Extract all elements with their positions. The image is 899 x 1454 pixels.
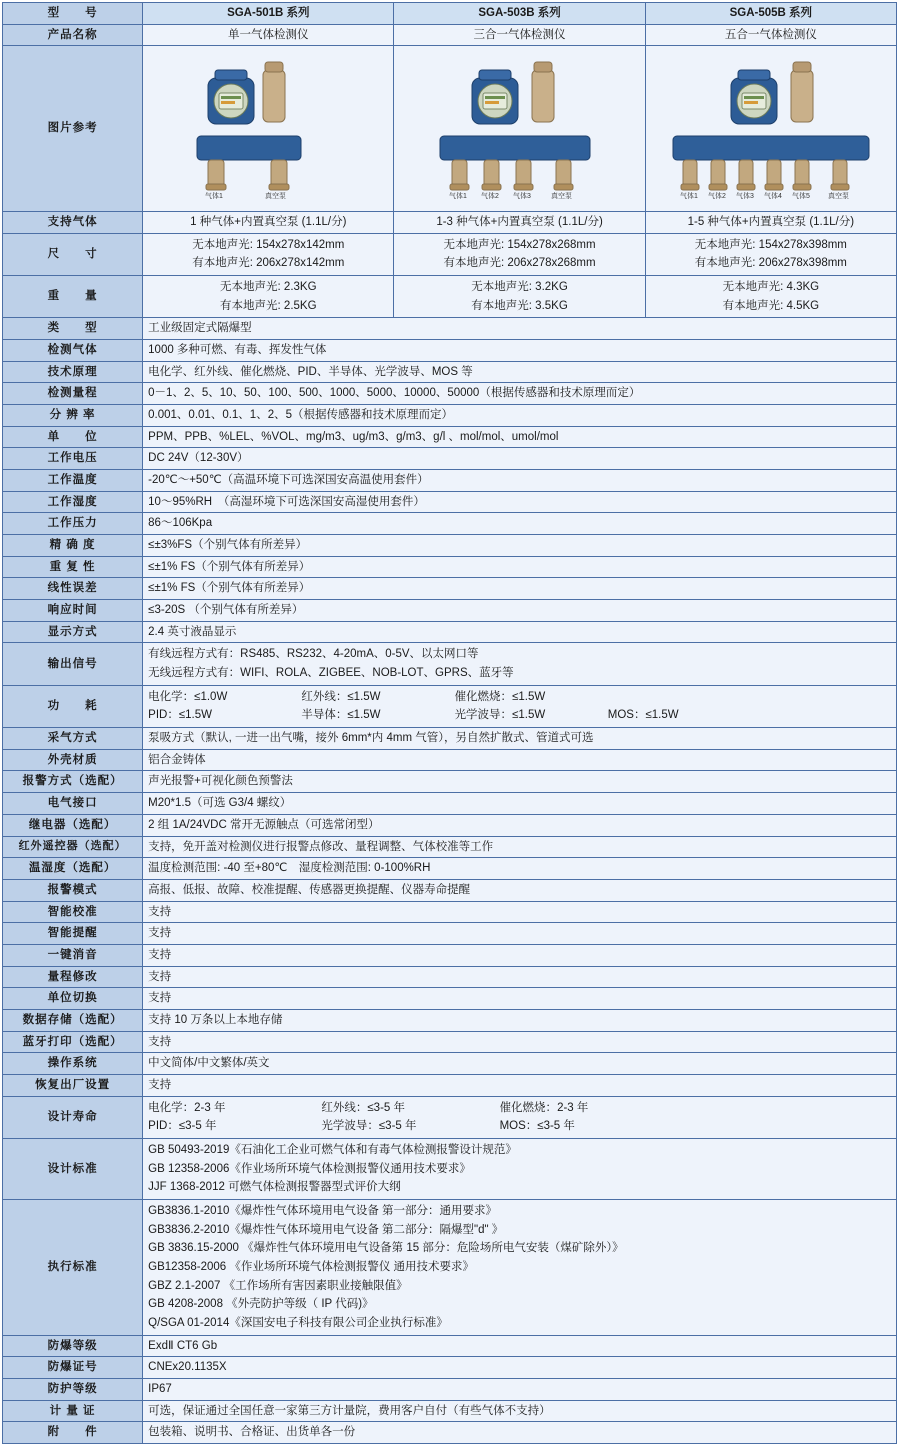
power-catalytic: 催化燃烧：≤1.5W — [454, 690, 546, 703]
product-name-3: 五合一气体检测仪 — [645, 24, 896, 46]
exec-standard-line6: GB 4208-2008 《外壳防护等级（ IP 代码)》 — [148, 1298, 374, 1311]
weight-2 — [394, 276, 645, 318]
table-row-work-humidity — [3, 491, 897, 513]
size-3-line2: 有本地声光: 206x278x398mm — [694, 257, 847, 270]
table-row-model — [3, 3, 897, 25]
exec-standard-line7: Q/SGA 01-2014《深国安电子科技有限公司企业执行标准》 — [148, 1316, 448, 1329]
table-row-linear-error — [3, 578, 897, 600]
data-storage-value: 支持 10 万条以上本地存储 — [143, 1009, 897, 1031]
size-3-line1: 无本地声光: 154x278x398mm — [694, 238, 847, 251]
table-row-weight — [3, 276, 897, 318]
port-label-pump: 真空泵 — [827, 193, 849, 201]
size-2 — [394, 233, 645, 275]
work-temp-value: -20℃～+50℃（高温环境下可选深国安高温使用套件） — [143, 470, 897, 492]
row-label-remote: 红外遥控器（选配） — [3, 836, 143, 858]
smart-remind-value: 支持 — [143, 923, 897, 945]
row-label-ip-grade: 防护等级 — [3, 1378, 143, 1400]
lifespan-value — [143, 1096, 897, 1138]
output-line1: 有线远程方式有：RS485、RS232、4-20mA、0-5V、以太网口等 — [148, 648, 479, 661]
row-label-metering-cert: 计 量 证 — [3, 1400, 143, 1422]
table-row-image — [3, 46, 897, 212]
row-label-output: 输出信号 — [3, 643, 143, 685]
sampling-value: 泵吸方式（默认, 一进一出气嘴，接外 6mm*内 4mm 气管），另自然扩散式、管道式可选 — [143, 728, 897, 750]
factory-reset-value: 支持 — [143, 1074, 897, 1096]
row-label-range: 检测量程 — [3, 383, 143, 405]
port-label-pump: 真空泵 — [265, 193, 287, 201]
product-name-1: 单一气体检测仪 — [143, 24, 394, 46]
row-label-repeatability: 重 复 性 — [3, 556, 143, 578]
port-label-gas4: 气体4 — [763, 193, 782, 201]
row-label-principle: 技术原理 — [3, 361, 143, 383]
row-label-response-time: 响应时间 — [3, 600, 143, 622]
table-row-factory-reset — [3, 1074, 897, 1096]
size-1-line1: 无本地声光: 154x278x142mm — [192, 238, 345, 251]
port-label-gas1: 气体1 — [205, 193, 224, 201]
exec-standard-line4: GB12358-2006 《作业场所环境气体检测报警仪 通用技术要求》 — [148, 1260, 475, 1273]
table-row-range — [3, 383, 897, 405]
row-label-bluetooth-print: 蓝牙打印（选配） — [3, 1031, 143, 1053]
exec-standard-line2: GB3836.2-2010《爆炸性气体环境用电气设备 第二部分：隔爆型"d" 》 — [148, 1223, 504, 1236]
row-label-product-name: 产品名称 — [3, 24, 143, 46]
row-label-alarm-mode-option: 报警方式（选配） — [3, 771, 143, 793]
size-1 — [143, 233, 394, 275]
size-3 — [645, 233, 896, 275]
weight-3-line1: 无本地声光: 4.3KG — [722, 281, 820, 294]
unit-value: PPM、PPB、%LEL、%VOL、mg/m3、ug/m3、g/m3、g/l 、mol/mol、umol/mol — [143, 426, 897, 448]
row-label-data-storage: 数据存储（选配） — [3, 1009, 143, 1031]
product-image-501b — [143, 46, 394, 212]
bluetooth-print-value: 支持 — [143, 1031, 897, 1053]
weight-1 — [143, 276, 394, 318]
port-label-pump: 真空泵 — [550, 193, 572, 201]
table-row-unit-switch — [3, 988, 897, 1010]
principle-value: 电化学、红外线、催化燃烧、PID、半导体、光学波导、MOS 等 — [143, 361, 897, 383]
table-row-lifespan — [3, 1096, 897, 1138]
accuracy-value: ≤±3%FS（个别气体有所差异） — [143, 535, 897, 557]
specification-table — [2, 2, 897, 1444]
row-label-power: 功 耗 — [3, 685, 143, 727]
design-standard-line1: GB 50493-2019《石油化工企业可燃气体和有毒气体检测报警设计规范》 — [148, 1143, 517, 1156]
lifespan-line1 — [148, 1099, 891, 1118]
voltage-value: DC 24V（12-30V） — [143, 448, 897, 470]
output-value — [143, 643, 897, 685]
model-503b: SGA-503B 系列 — [394, 3, 645, 25]
power-value — [143, 685, 897, 727]
row-label-factory-reset: 恢复出厂设置 — [3, 1074, 143, 1096]
ex-cert-value: CNEx20.1135X — [143, 1357, 897, 1379]
row-label-display: 显示方式 — [3, 621, 143, 643]
detector-illustration-3-gas — [400, 48, 640, 203]
unit-switch-value: 支持 — [143, 988, 897, 1010]
table-row-smart-calibration — [3, 901, 897, 923]
row-label-detect-gas: 检测气体 — [3, 340, 143, 362]
accessories-value: 包装箱、说明书、合格证、出货单各一份 — [143, 1422, 897, 1444]
power-line2 — [148, 706, 891, 725]
lifespan-catalytic: 催化燃烧：2-3 年 — [499, 1101, 589, 1114]
relay-value: 2 组 1A/24VDC 常开无源触点（可选常闭型） — [143, 814, 897, 836]
table-row-detect-gas — [3, 340, 897, 362]
model-505b: SGA-505B 系列 — [645, 3, 896, 25]
exec-standard-value — [143, 1199, 897, 1335]
row-label-support-gas: 支持气体 — [3, 212, 143, 234]
detect-gas-value: 1000 多种可燃、有毒、挥发性气体 — [143, 340, 897, 362]
design-standard-value — [143, 1138, 897, 1199]
row-label-smart-remind: 智能提醒 — [3, 923, 143, 945]
table-row-alarm-model — [3, 879, 897, 901]
table-row-temp-humidity-option — [3, 858, 897, 880]
row-label-unit-switch: 单位切换 — [3, 988, 143, 1010]
table-row-accessories — [3, 1422, 897, 1444]
table-row-data-storage — [3, 1009, 897, 1031]
table-row-ex-grade — [3, 1335, 897, 1357]
temp-humidity-option-value: 温度检测范围: -40 至+80℃ 湿度检测范围: 0-100%RH — [143, 858, 897, 880]
row-label-one-key-mute: 一键消音 — [3, 944, 143, 966]
size-1-line2: 有本地声光: 206x278x142mm — [192, 257, 345, 270]
support-gas-1: 1 种气体+内置真空泵 (1.1L/分) — [143, 212, 394, 234]
os-value: 中文简体/中文繁体/英文 — [143, 1053, 897, 1075]
row-label-work-temp: 工作温度 — [3, 470, 143, 492]
port-label-gas3: 气体3 — [512, 193, 531, 201]
row-label-linear-error: 线性误差 — [3, 578, 143, 600]
support-gas-2: 1-3 种气体+内置真空泵 (1.1L/分) — [394, 212, 645, 234]
row-label-os: 操作系统 — [3, 1053, 143, 1075]
exec-standard-line3: GB 3836.15-2000 《爆炸性气体环境用电气设备第 15 部分：危险场所电气安装（煤矿除外）》 — [148, 1242, 624, 1255]
product-name-2: 三合一气体检测仪 — [394, 24, 645, 46]
work-pressure-value: 86～106Kpa — [143, 513, 897, 535]
product-image-503b — [394, 46, 645, 212]
design-standard-line3: JJF 1368-2012 可燃气体检测报警器型式评价大纲 — [148, 1181, 401, 1194]
design-standard-line2: GB 12358-2006《作业场所环境气体检测报警仪通用技术要求》 — [148, 1162, 471, 1175]
electric-port-value: M20*1.5（可选 G3/4 螺纹） — [143, 793, 897, 815]
row-label-size: 尺 寸 — [3, 233, 143, 275]
row-label-temp-humidity-option: 温湿度（选配） — [3, 858, 143, 880]
row-label-unit: 单 位 — [3, 426, 143, 448]
response-time-value: ≤3-20S （个别气体有所差异） — [143, 600, 897, 622]
table-row-resolution — [3, 405, 897, 427]
metering-cert-value: 可选，保证通过全国任意一家第三方计量院，费用客户自付（有些气体不支持） — [143, 1400, 897, 1422]
table-row-type — [3, 318, 897, 340]
table-row-shell — [3, 749, 897, 771]
table-row-range-modify — [3, 966, 897, 988]
port-label-gas1: 气体1 — [448, 193, 467, 201]
size-2-line2: 有本地声光: 206x278x268mm — [443, 257, 596, 270]
port-label-gas2: 气体2 — [480, 193, 499, 201]
detector-illustration-1-gas — [153, 48, 383, 203]
row-label-design-standard: 设计标准 — [3, 1138, 143, 1199]
lifespan-ir: 红外线：≤3-5 年 — [321, 1101, 405, 1114]
repeatability-value: ≤±1% FS（个别气体有所差异） — [143, 556, 897, 578]
lifespan-line2 — [148, 1117, 891, 1136]
row-label-relay: 继电器（选配） — [3, 814, 143, 836]
row-label-accuracy: 精 确 度 — [3, 535, 143, 557]
model-501b: SGA-501B 系列 — [143, 3, 394, 25]
row-label-image: 图片参考 — [3, 46, 143, 212]
alarm-model-value: 高报、低报、故障、校准提醒、传感器更换提醒、仪器寿命提醒 — [143, 879, 897, 901]
port-label-gas5: 气体5 — [791, 193, 810, 201]
resolution-value: 0.001、0.01、0.1、1、2、5（根据传感器和技术原理而定） — [143, 405, 897, 427]
table-row-voltage — [3, 448, 897, 470]
range-value: 0－1、2、5、10、50、100、500、1000、5000、10000、50000（根据传感器和技术原理而定） — [143, 383, 897, 405]
port-label-gas3: 气体3 — [735, 193, 754, 201]
smart-calibration-value: 支持 — [143, 901, 897, 923]
power-pid: PID：≤1.5W — [148, 709, 212, 722]
row-label-accessories: 附 件 — [3, 1422, 143, 1444]
table-row-sampling — [3, 728, 897, 750]
row-label-work-humidity: 工作湿度 — [3, 491, 143, 513]
ip-grade-value: IP67 — [143, 1378, 897, 1400]
exec-standard-line1: GB3836.1-2010《爆炸性气体环境用电气设备 第一部分：通用要求》 — [148, 1204, 498, 1217]
table-row-metering-cert — [3, 1400, 897, 1422]
power-echem: 电化学：≤1.0W — [148, 690, 228, 703]
table-row-design-standard — [3, 1138, 897, 1199]
table-row-work-temp — [3, 470, 897, 492]
row-label-weight: 重 量 — [3, 276, 143, 318]
row-label-smart-calibration: 智能校准 — [3, 901, 143, 923]
work-humidity-value: 10～95%RH （高湿环境下可选深国安高湿使用套件） — [143, 491, 897, 513]
power-semiconductor: 半导体：≤1.5W — [301, 709, 381, 722]
row-label-sampling: 采气方式 — [3, 728, 143, 750]
lifespan-echem: 电化学：2-3 年 — [148, 1101, 226, 1114]
port-label-gas1: 气体1 — [679, 193, 698, 201]
weight-2-line2: 有本地声光: 3.5KG — [471, 299, 568, 312]
table-row-size — [3, 233, 897, 275]
weight-2-line1: 无本地声光: 3.2KG — [471, 281, 568, 294]
row-label-exec-standard: 执行标准 — [3, 1199, 143, 1335]
weight-1-line2: 有本地声光: 2.5KG — [220, 299, 317, 312]
table-row-ip-grade — [3, 1378, 897, 1400]
range-modify-value: 支持 — [143, 966, 897, 988]
table-row-one-key-mute — [3, 944, 897, 966]
row-label-resolution: 分 辨 率 — [3, 405, 143, 427]
row-label-lifespan: 设计寿命 — [3, 1096, 143, 1138]
product-image-505b — [645, 46, 896, 212]
table-row-ex-cert — [3, 1357, 897, 1379]
weight-3 — [645, 276, 896, 318]
port-label-gas2: 气体2 — [707, 193, 726, 201]
table-row-os — [3, 1053, 897, 1075]
power-optical: 光学波导：≤1.5W — [454, 709, 546, 722]
table-row-electric-port — [3, 793, 897, 815]
size-2-line1: 无本地声光: 154x278x268mm — [443, 238, 596, 251]
table-row-repeat — [3, 556, 897, 578]
table-row-support-gas — [3, 212, 897, 234]
row-label-electric-port: 电气接口 — [3, 793, 143, 815]
exec-standard-line5: GBZ 2.1-2007 《工作场所有害因素职业接触限值》 — [148, 1279, 408, 1292]
row-label-shell-material: 外壳材质 — [3, 749, 143, 771]
row-label-alarm-model: 报警模式 — [3, 879, 143, 901]
detector-illustration-5-gas — [651, 48, 897, 203]
linear-error-value: ≤±1% FS（个别气体有所差异） — [143, 578, 897, 600]
table-row-unit — [3, 426, 897, 448]
table-row-exec-standard — [3, 1199, 897, 1335]
power-ir: 红外线：≤1.5W — [301, 690, 381, 703]
table-row-remote — [3, 836, 897, 858]
table-row-accuracy — [3, 535, 897, 557]
table-row-response — [3, 600, 897, 622]
lifespan-pid: PID：≤3-5 年 — [148, 1120, 217, 1133]
type-value: 工业级固定式隔爆型 — [143, 318, 897, 340]
row-label-work-pressure: 工作压力 — [3, 513, 143, 535]
lifespan-mos: MOS：≤3-5 年 — [499, 1120, 575, 1133]
weight-3-line2: 有本地声光: 4.5KG — [722, 299, 820, 312]
row-label-model: 型 号 — [3, 3, 143, 25]
power-mos: MOS：≤1.5W — [607, 709, 679, 722]
table-row-power — [3, 685, 897, 727]
row-label-ex-grade: 防爆等级 — [3, 1335, 143, 1357]
alarm-mode-option-value: 声光报警+可视化颜色预警法 — [143, 771, 897, 793]
table-row-relay — [3, 814, 897, 836]
row-label-voltage: 工作电压 — [3, 448, 143, 470]
table-row-display — [3, 621, 897, 643]
power-line1 — [148, 688, 891, 707]
row-label-range-modify: 量程修改 — [3, 966, 143, 988]
table-row-principle — [3, 361, 897, 383]
table-row-work-pressure — [3, 513, 897, 535]
shell-material-value: 铝合金铸体 — [143, 749, 897, 771]
lifespan-optical: 光学波导：≤3-5 年 — [321, 1120, 417, 1133]
table-row-smart-remind — [3, 923, 897, 945]
row-label-type: 类 型 — [3, 318, 143, 340]
output-line2: 无线远程方式有：WIFI、ROLA、ZIGBEE、NOB-LOT、GPRS、蓝牙等 — [148, 667, 514, 680]
ex-grade-value: ExdⅡ CT6 Gb — [143, 1335, 897, 1357]
table-row-output — [3, 643, 897, 685]
weight-1-line1: 无本地声光: 2.3KG — [220, 281, 317, 294]
display-value: 2.4 英寸液晶显示 — [143, 621, 897, 643]
table-row-bluetooth-print — [3, 1031, 897, 1053]
remote-value: 支持，免开盖对检测仪进行报警点修改、量程调整、气体校准等工作 — [143, 836, 897, 858]
one-key-mute-value: 支持 — [143, 944, 897, 966]
table-row-alarm-mode-option — [3, 771, 897, 793]
support-gas-3: 1-5 种气体+内置真空泵 (1.1L/分) — [645, 212, 896, 234]
row-label-ex-cert: 防爆证号 — [3, 1357, 143, 1379]
table-row-product-name — [3, 24, 897, 46]
